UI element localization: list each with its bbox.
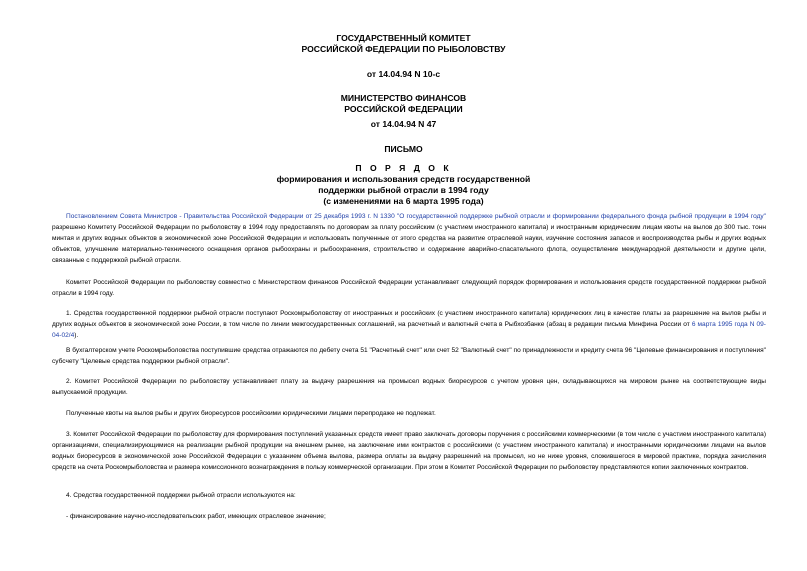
issuer-2-line-1: МИНИСТЕРСТВО ФИНАНСОВ [340,93,467,103]
document-title [0,163,807,207]
paragraph-4-text: В бухгалтерском учете Роскомрыболовства поступившие средства отражаются по дебету счета 51 "Расчетный счет" или счет 52 "Валютный счет" по принадлежности и кредиту счета 96 "Целевые финансирования и поступления" субсчету "Целевые средства поддержки рыбной отрасли". [52,347,766,365]
issuer-2-line-2: РОССИЙСКОЙ ФЕДЕРАЦИИ [344,104,463,114]
paragraph-6-text: Полученные квоты на вылов рыбы и других биоресурсов российскими юридическими лицами перепродаже не подлежат. [66,410,436,417]
resolution-link[interactable]: Постановлением Совета Министров - Правительства Российской Федерации от 25 декабря 1993 г. N 1330 "О государственной поддержке рыбной отрасли и формировании федерального фонда рыбной продукции в 1994 году" [66,213,766,220]
paragraph-8 [52,491,766,502]
paragraph-3 [52,309,766,342]
issuer-1-number: от 14.04.94 N 10-с [366,69,441,79]
title-word: П О Р Я Д О К [355,163,452,173]
title-line-3: (с изменениями на 6 марта 1995 года) [323,196,484,206]
issuer-2 [0,93,807,115]
paragraph-5 [52,377,766,399]
title-line-1: формирования и использования средств государственной [276,174,531,184]
paragraph-8-text: 4. Средства государственной поддержки рыбной отрасли используются на: [66,492,296,499]
paragraph-2 [52,278,766,300]
issuer-1 [0,33,807,55]
paragraph-1 [52,212,766,267]
paragraph-9 [52,512,766,523]
paragraph-7-text: 3. Комитет Российской Федерации по рыболовству для формирования поступлений указанных средств имеет право заключать договоры поручения с российскими коммерческими (в том числе с участием иностранного капитала) организациями, специализирующимися на реализации рыбной продукции на внешнем рынке, на заключение ими контрактов с российскими (с участием иностранного капитала) и иностранными юридическими лицами на вылов водных биоресурсов в экономической зоне Российской Федерации с указанием объема вылова, размера оплаты за выдачу разрешений на промысел, но не ниже уровня, сложившегося в мировой практике, порядка зачисления средств на счета Роскомрыболовства и размера комиссионного вознаграждения в пользу коммерческой организации. При этом в Комитет Российской Федерации по рыболовству представляются копии заключенных контрактов. [52,431,766,471]
issuer-1-line-1: ГОСУДАРСТВЕННЫЙ КОМИТЕТ [336,33,471,43]
title-line-2: поддержки рыбной отрасли в 1994 году [318,185,489,195]
minfin-letter-link[interactable]: 6 марта 1995 года N 09-04-02/4 [52,320,766,339]
paragraph-1-text: разрешено Комитету Российской Федерации по рыболовству в 1994 году предоставлять по договорам за плату российским (с участием иностранного капитала) и иностранным юридическим лицам квоты на вылов до 300 тыс. тонн минтая и других водных объектов в экономической зоне Российской Федерации и использовать полученные от этого средства на развитие отраслевой науки, изучение состояния запасов и воспроизводства рыбы и других водных объектов, улучшение материально-технического оснащения органов рыбоохраны и рыбоохранения, строительство и содержание аварийно-спасательного флота, осуществление международной деятельности и другие цели, связанные с поддержкой рыбной отрасли. [52,223,766,264]
issuer-1-line-2: РОССИЙСКОЙ ФЕДЕРАЦИИ ПО РЫБОЛОВСТВУ [301,44,506,54]
paragraph-4 [52,346,766,368]
paragraph-5-text: 2. Комитет Российской Федерации по рыболовству устанавливает плату за выдачу разрешения на промысел водных биоресурсов с учетом уровня цен, складывающихся на мировом рынке на соответствующие виды выпускаемой продукции. [52,378,766,396]
paragraph-6 [52,409,766,420]
paragraph-7 [52,430,766,474]
paragraph-9-text: - финансирование научно-исследовательских работ, имеющих отраслевое значение; [66,513,326,520]
issuer-2-number: от 14.04.94 N 47 [370,119,437,129]
paragraph-2-text: Комитет Российской Федерации по рыболовству совместно с Министерством финансов Российской Федерации устанавливает следующий порядок формирования и использования средств государственной поддержки рыбной отрасли в 1994 году. [52,279,766,297]
paragraph-3-end: ). [74,331,79,339]
document-type: ПИСЬМО [384,144,423,154]
paragraph-3-text: 1. Средства государственной поддержки рыбной отрасли поступают Роскомрыболовству от иностранных и российских (с участием иностранного капитала) юридических лиц в качестве платы за разрешение на вылов рыбы и других водных объектов в экономической зоне России, в том числе по линии межгосударственных соглашений, на расчетный и валютный счета в Рыбхозбанке (абзац в редакции письма Минфина России от [52,310,766,328]
